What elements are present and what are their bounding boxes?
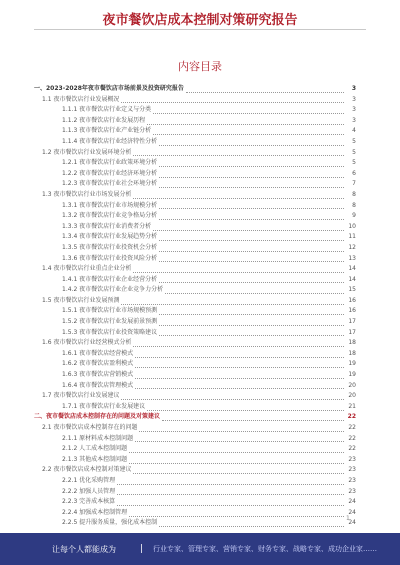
toc-leader-dots: [153, 224, 344, 231]
toc-entry-page: 20: [348, 392, 356, 400]
toc-entry-page: 24: [348, 508, 356, 516]
toc-entry-text: 2.1.1 原材料成本控制问题: [62, 434, 134, 442]
toc-leader-dots: [159, 329, 344, 336]
toc-leader-dots: [133, 266, 344, 273]
toc-entry-text: 1.4 夜市餐饮店行业重点企业分析: [42, 265, 132, 273]
toc-leader-dots: [159, 160, 344, 167]
toc-entry-page: 11: [348, 233, 356, 241]
toc-leader-dots: [135, 351, 344, 358]
toc-entry-page: 17: [348, 328, 356, 336]
toc-entry-page: 7: [352, 180, 356, 188]
toc-entry-page: 23: [348, 476, 356, 484]
toc-entry-text: 1.3.1 夜市餐饮店行业市场规模分析: [62, 201, 158, 209]
toc-entry[interactable]: [34, 328, 356, 339]
toc-entry-page: 22: [348, 445, 356, 453]
toc-entry-page: 5: [352, 159, 356, 167]
toc-entry[interactable]: [34, 349, 356, 360]
toc-leader-dots: [133, 467, 344, 474]
toc-entry-text: 2.2.2 加强人员管理: [62, 487, 116, 495]
toc-entry[interactable]: [34, 158, 356, 169]
toc-entry-text: 1.4.1 夜市餐饮店行业企业经营分析: [62, 275, 158, 283]
toc-entry[interactable]: [34, 95, 356, 106]
toc-entry-page: 14: [348, 265, 356, 273]
toc-entry-page: 23: [348, 487, 356, 495]
toc-entry[interactable]: [34, 275, 356, 286]
toc-entry-text: 2.2 夜市餐饮店成本控制对策建议: [42, 466, 132, 474]
toc-leader-dots: [147, 404, 344, 411]
toc-entry[interactable]: [34, 285, 356, 296]
toc-leader-dots: [159, 255, 344, 262]
toc-entry-page: 24: [348, 519, 356, 527]
report-title: 夜市餐饮店成本控制对策研究报告: [102, 13, 298, 28]
toc-entry-page: 9: [352, 212, 356, 220]
header-divider: [34, 29, 366, 30]
toc-entry-page: 21: [348, 402, 356, 410]
toc-entry-page: 8: [352, 201, 356, 209]
toc-entry-text: 1.6.1 夜市餐饮店经营模式: [62, 349, 134, 357]
toc-entry[interactable]: [34, 105, 356, 116]
toc-entry-page: 17: [348, 318, 356, 326]
toc-entry[interactable]: [34, 497, 356, 508]
toc-entry-page: 5: [352, 148, 356, 156]
toc-leader-dots: [133, 192, 344, 199]
toc-entry-page: 6: [352, 169, 356, 177]
toc-leader-dots: [159, 520, 344, 527]
toc-entry-page: 5: [352, 137, 356, 145]
toc-entry-page: 3: [352, 95, 356, 103]
toc-entry-text: 1.1.4 夜市餐饮店行业经济特性分析: [62, 137, 158, 145]
toc-entry-text: 1.5.1 夜市餐饮店行业市场规模预测: [62, 307, 158, 315]
toc-entry-text: 1.6.4 夜市餐饮店管理模式: [62, 381, 134, 389]
toc-entry-text: 1.5.2 夜市餐饮店行业发展前景预测: [62, 318, 158, 326]
toc-entry[interactable]: [34, 211, 356, 222]
toc-entry[interactable]: [34, 338, 356, 349]
toc-entry[interactable]: [34, 84, 356, 95]
toc-entry-page: 24: [348, 498, 356, 506]
toc-leader-dots: [129, 510, 344, 517]
toc-entry-text: 1.3 夜市餐饮店行业市场发展分析: [42, 190, 132, 198]
footer-banner: [0, 533, 400, 565]
toc-leader-dots: [135, 435, 344, 442]
toc-leader-dots: [162, 414, 344, 421]
toc-entry[interactable]: [34, 423, 356, 434]
toc-leader-dots: [159, 319, 344, 326]
toc-entry[interactable]: [34, 190, 356, 201]
toc-entry-page: 22: [348, 434, 356, 442]
toc-leader-dots: [159, 139, 344, 146]
toc-entry[interactable]: [34, 254, 356, 265]
toc-entry[interactable]: [34, 518, 356, 529]
toc-entry-text: 1.3.6 夜市餐饮店行业投资风险分析: [62, 254, 158, 262]
toc-entry[interactable]: [34, 370, 356, 381]
toc-entry-text: 2.2.5 提升服务质量，强化成本控制: [62, 519, 158, 527]
toc-entry[interactable]: [34, 137, 356, 148]
toc-leader-dots: [153, 128, 344, 135]
toc-entry-text: 一、2023-2028年夜市餐饮店市场前景及投资研究报告: [34, 85, 184, 92]
toc-entry-page: 23: [348, 466, 356, 474]
toc-entry-text: 1.6 夜市餐饮店行业经营模式分析: [42, 339, 132, 347]
toc-leader-dots: [121, 298, 344, 305]
toc-entry[interactable]: [34, 264, 356, 275]
toc-entry-text: 2.2.4 加强成本控制管理: [62, 508, 128, 516]
toc-heading: 内容目录: [178, 60, 222, 73]
toc-leader-dots: [117, 478, 344, 485]
toc-leader-dots: [135, 372, 344, 379]
toc-entry-text: 1.3.5 夜市餐饮店行业投资机会分析: [62, 243, 158, 251]
toc-leader-dots: [159, 202, 344, 209]
toc-entry-page: 12: [348, 243, 356, 251]
toc-entry[interactable]: [34, 179, 356, 190]
toc-entry-page: 16: [348, 307, 356, 315]
toc-leader-dots: [129, 457, 344, 464]
toc-entry-text: 1.3.3 夜市餐饮店行业消费者分析: [62, 222, 152, 230]
toc-leader-dots: [117, 499, 344, 506]
toc-leader-dots: [135, 361, 344, 368]
toc-leader-dots: [165, 287, 344, 294]
toc-entry-page: 16: [348, 296, 356, 304]
toc-entry-page: 18: [348, 349, 356, 357]
toc-entry-page: 3: [352, 106, 356, 114]
toc-entry[interactable]: [34, 201, 356, 212]
toc-entry-text: 1.1.1 夜市餐饮店行业定义与分类: [62, 106, 152, 114]
toc-entry-text: 1.3.2 夜市餐饮店行业竞争格局分析: [62, 212, 158, 220]
toc-entry[interactable]: [34, 169, 356, 180]
toc-entry[interactable]: [34, 243, 356, 254]
toc-entry[interactable]: [34, 508, 356, 519]
toc-entry[interactable]: [34, 296, 356, 307]
toc-entry-page: 10: [348, 222, 356, 230]
toc-entry-text: 1.1.3 夜市餐饮店行业产业链分析: [62, 127, 152, 135]
toc-entry-page: 22: [348, 424, 356, 431]
toc-entry-text: 2.1.3 其他成本控制问题: [62, 455, 128, 463]
toc-entry-text: 1.5 夜市餐饮店行业发展预测: [42, 296, 120, 304]
toc-entry-page: 13: [348, 254, 356, 262]
toc-entry[interactable]: [34, 476, 356, 487]
toc-entry[interactable]: [34, 116, 356, 127]
toc-entry[interactable]: [34, 306, 356, 317]
toc-entry-text: 1.3.4 夜市餐饮店行业发展趋势分析: [62, 233, 158, 241]
toc-leader-dots: [117, 488, 344, 495]
toc-entry-text: 1.7.1 夜市餐饮店行业发展建议: [62, 402, 146, 410]
toc-entry-text: 1.1 夜市餐饮店行业发展概况: [42, 95, 120, 103]
toc-leader-dots: [133, 149, 344, 156]
toc-leader-dots: [133, 340, 344, 347]
toc-entry[interactable]: [34, 126, 356, 137]
page-number: 1: [346, 515, 350, 522]
toc-entry-text: 2.2.3 完善成本核算: [62, 498, 116, 506]
toc-entry-page: 19: [348, 371, 356, 379]
toc-entry-page: 20: [348, 381, 356, 389]
toc-entry-text: 1.1.2 夜市餐饮店行业发展历程: [62, 116, 146, 124]
toc-entry-text: 1.5.3 夜市餐饮店行业投资策略建议: [62, 328, 158, 336]
toc-leader-dots: [121, 393, 344, 400]
toc-entry-page: 3: [352, 116, 356, 124]
toc-entry[interactable]: [34, 412, 356, 423]
toc-entry-text: 1.2 夜市餐饮店行业发展环境分析: [42, 148, 132, 156]
toc-entry-page: 4: [352, 127, 356, 135]
toc-leader-dots: [159, 213, 344, 220]
toc-entry-page: 14: [348, 275, 356, 283]
toc-leader-dots: [139, 425, 344, 432]
toc-leader-dots: [121, 96, 344, 103]
footer-slogan: 让每个人都能成为: [52, 544, 116, 554]
toc-entry-text: 1.2.2 夜市餐饮店行业经济环境分析: [62, 169, 158, 177]
toc-entry[interactable]: [34, 317, 356, 328]
toc-entry-text: 2.1.2 人工成本控制问题: [62, 445, 128, 453]
toc-leader-dots: [159, 276, 344, 283]
footer-tagline: 行业专家、管理专家、营销专家、财务专家、战略专家、成功企业家……: [153, 545, 378, 553]
toc-entry-page: 22: [347, 413, 356, 421]
toc-leader-dots: [159, 181, 344, 188]
toc-entry-text: 2.1 夜市餐饮店成本控制存在的问题: [42, 424, 138, 431]
toc-entry-text: 1.4.2 夜市餐饮店行业企业竞争力分析: [62, 286, 164, 294]
toc-entry[interactable]: [34, 487, 356, 498]
toc-entry[interactable]: [34, 402, 356, 413]
toc-leader-dots: [159, 245, 344, 252]
toc-entry-text: 二、夜市餐饮店成本控制存在的问题及对策建议: [34, 413, 161, 421]
toc-entry-page: 15: [348, 286, 356, 294]
table-of-contents: [34, 84, 356, 529]
toc-leader-dots: [159, 234, 344, 241]
toc-entry[interactable]: [34, 444, 356, 455]
toc-entry-text: 1.2.1 夜市餐饮店行业政策环境分析: [62, 159, 158, 167]
toc-entry-text: 2.2.1 优化采购管理: [62, 476, 116, 484]
toc-entry[interactable]: [34, 148, 356, 159]
toc-entry[interactable]: [34, 455, 356, 466]
toc-entry-text: 1.6.3 夜市餐饮店营销模式: [62, 371, 134, 379]
toc-leader-dots: [147, 118, 344, 125]
toc-entry[interactable]: [34, 359, 356, 370]
toc-entry-page: 8: [352, 190, 356, 198]
toc-leader-dots: [186, 86, 344, 93]
toc-leader-dots: [159, 308, 344, 315]
toc-entry-text: 1.7 夜市餐饮店行业发展建议: [42, 392, 120, 400]
toc-leader-dots: [159, 171, 344, 178]
toc-entry[interactable]: [34, 434, 356, 445]
toc-entry-text: 1.2.3 夜市餐饮店行业社会环境分析: [62, 180, 158, 188]
toc-entry-page: 18: [348, 339, 356, 347]
toc-entry-page: 19: [348, 360, 356, 368]
toc-leader-dots: [129, 446, 344, 453]
toc-entry[interactable]: [34, 232, 356, 243]
toc-entry[interactable]: [34, 381, 356, 392]
toc-entry[interactable]: [34, 222, 356, 233]
toc-entry-page: 3: [351, 85, 356, 92]
toc-entry-page: 23: [348, 455, 356, 463]
footer-separator-icon: |: [140, 544, 144, 554]
toc-leader-dots: [135, 382, 344, 389]
toc-leader-dots: [153, 107, 344, 114]
toc-entry[interactable]: [34, 465, 356, 476]
toc-entry-text: 1.6.2 夜市餐饮店盈利模式: [62, 360, 134, 368]
toc-entry[interactable]: [34, 391, 356, 402]
